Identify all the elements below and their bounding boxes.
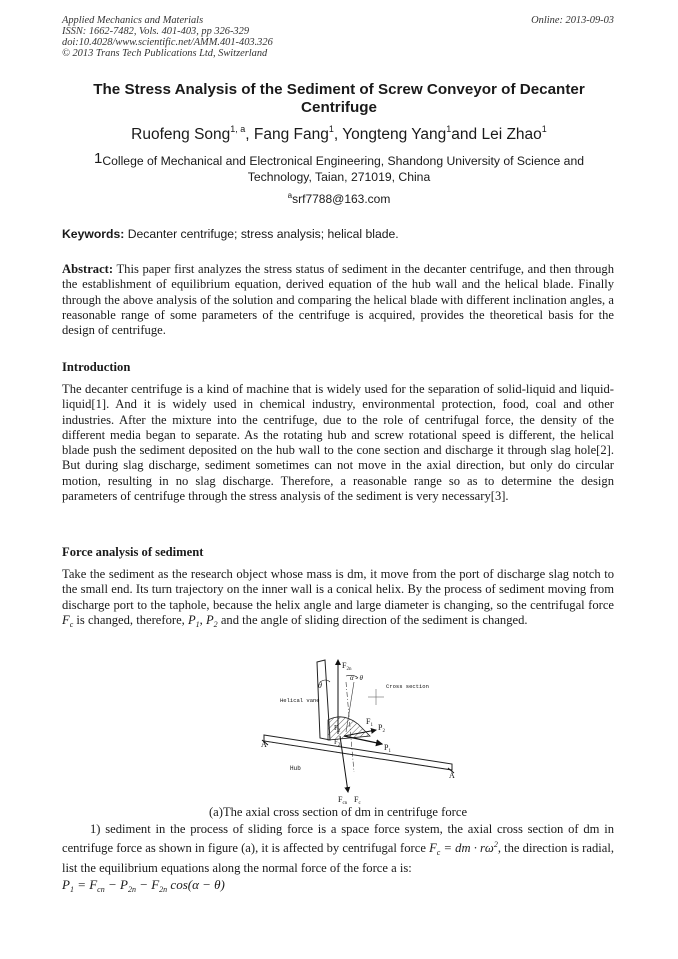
label-theta: θ xyxy=(318,681,322,690)
journal-name: Applied Mechanics and Materials xyxy=(62,15,204,26)
label-f2n: $F_{2n}$ xyxy=(342,661,352,672)
email xyxy=(62,191,616,206)
author-separator: , xyxy=(245,126,254,143)
item-1-text xyxy=(62,822,614,876)
label-alpha-theta: α - θ xyxy=(350,674,363,682)
eq-tail: cos(α − θ) xyxy=(167,877,225,892)
p2-letter: P xyxy=(205,612,214,627)
author-2: Fang Fang xyxy=(253,126,329,143)
abstract xyxy=(62,262,614,338)
eq-fc-exponent: 2 xyxy=(493,840,498,850)
fc-subscript: c xyxy=(69,619,74,629)
p1-symbol xyxy=(188,613,200,627)
eq-lhs: P xyxy=(62,877,70,892)
force-diagram xyxy=(258,652,458,807)
force-analysis-text xyxy=(62,567,614,632)
label-fcn: $F_{cn}$ xyxy=(338,795,348,806)
force-text-a: Take the sediment as the research object whose mass is dm, it move from the port of discharge slag notch to the small end. Its turn trajectory on the inner wall is a conical helix. By the process of sediment moving from discharge port to the taphole, because the helix angle and large diameter is changing, so the centrifugal force xyxy=(62,567,614,612)
introduction-heading: Introduction xyxy=(62,360,131,374)
email-address[interactable]: srf7788@163.com xyxy=(292,192,391,206)
title-line-2: Centrifuge xyxy=(301,99,377,116)
eq-t2-sub: 2n xyxy=(127,885,136,894)
eq-minus-2: − F xyxy=(135,877,160,892)
affiliation-text: College of Mechanical and Electronical Engineering, Shandong University of Science and Technology, Taian, 271019, China xyxy=(102,154,585,184)
symbol-comma: , xyxy=(199,612,206,627)
keywords xyxy=(62,227,399,241)
author-3-mark: 1 xyxy=(446,124,452,134)
eq-lhs-sub: 1 xyxy=(69,885,74,894)
author-1-mark: 1, a xyxy=(230,124,246,134)
eq-fc-subscript: c xyxy=(436,848,441,858)
eq-fc-letter: F xyxy=(429,841,437,856)
equilibrium-equation xyxy=(62,877,225,894)
item1-text-a: 1) sediment in the process of sliding force is a space force system, the axial cross section of dm in centrifuge force as shown in figure (a), it is affected by centrifugal force xyxy=(62,822,614,856)
journal-header xyxy=(62,15,273,59)
label-f2: $F_2$ xyxy=(334,724,341,734)
label-p1: $P_1$ xyxy=(384,743,391,754)
label-f2t: $F_{2t}$ xyxy=(334,738,342,748)
eq-t3-sub: 2n xyxy=(159,885,168,894)
item1-text-b: , the direction is radial, list the equilibrium equations along the normal force of the force a is: xyxy=(62,841,614,875)
label-f1: $F_1$ xyxy=(366,717,373,728)
eq-equals: = F xyxy=(73,877,98,892)
label-helical-vane: Helical vane xyxy=(280,697,320,704)
abstract-text: This paper first analyzes the stress status of sediment in the decanter centrifuge, and then through the establishment of equilibrium equation, derived equation of the hub wall and the helical blade. Finally through the above analysis of the solution and comparing the helical blade with different inclination angles, a reasonable range of some parameters of the centrifuge is acquired, provides the theoretical basis for the design of centrifuge. xyxy=(62,262,614,338)
figure-caption: (a)The axial cross section of dm in centrifuge force xyxy=(208,805,468,819)
keywords-label: Keywords: xyxy=(62,227,125,241)
p2-symbol xyxy=(206,613,218,627)
abstract-label: Abstract: xyxy=(62,262,114,276)
eq-fc-rhs: = dm · rω xyxy=(440,841,494,856)
label-hub: Hub xyxy=(290,765,301,772)
author-4-mark: 1 xyxy=(541,124,547,134)
paper-title xyxy=(62,81,616,117)
introduction-text: The decanter centrifuge is a kind of machine that is widely used for the separation of solid-liquid and liquid-liquid[1]. And it is widely used in chemical industry, environmental protection, food, coal and other industries. After the mixture into the centrifuge, due to the role of centrifugal force, the density of the different media began to separate. As the rotating hub and screw rotational speed is different, the helical blade push the sediment deposited on the hub wall to the cone section and discharge it through slag hole[2]. But during slag discharge, sediment sometimes can not move in the axial direction, but only do circular motion, resulting in no slag discharge. Therefore, a reasonable range so as to determine the design parameters of centrifuge through the stress analysis of the sediment is very necessary[3]. xyxy=(62,382,614,504)
label-fc: $F_c$ xyxy=(354,795,361,806)
fc-symbol xyxy=(62,613,73,627)
affiliation-mark: 1 xyxy=(93,150,103,167)
author-list xyxy=(62,124,616,144)
p1-letter: P xyxy=(187,612,196,627)
fc-equation xyxy=(429,840,498,858)
email-mark: a xyxy=(287,191,293,200)
author-and: and xyxy=(451,126,482,143)
online-date: Online: 2013-09-03 xyxy=(531,15,614,26)
author-1: Ruofeng Song xyxy=(131,126,231,143)
force-text-b: is changed, therefore, xyxy=(73,612,188,627)
keywords-text: Decanter centrifuge; stress analysis; helical blade. xyxy=(124,227,399,241)
title-line-1: The Stress Analysis of the Sediment of Screw Conveyor of Decanter xyxy=(93,81,585,98)
eq-minus-1: − P xyxy=(104,877,128,892)
author-2-mark: 1 xyxy=(328,124,334,134)
affiliation xyxy=(62,151,616,185)
author-separator: , xyxy=(333,126,343,143)
p2-subscript: 2 xyxy=(213,619,218,629)
author-4: Lei Zhao xyxy=(481,126,542,143)
issn-line: ISSN: 1662-7482, Vols. 401-403, pp 326-329 xyxy=(62,26,250,37)
label-a-left: A xyxy=(261,740,267,749)
copyright-line: © 2013 Trans Tech Publications Ltd, Switzerland xyxy=(62,48,268,59)
force-text-c: and the angle of sliding direction of the sediment is changed. xyxy=(217,612,528,627)
eq-t1-sub: cn xyxy=(97,885,105,894)
p1-subscript: 1 xyxy=(195,619,200,629)
label-a-right: A xyxy=(449,771,455,780)
doi-line[interactable]: doi:10.4028/www.scientific.net/AMM.401-403.326 xyxy=(62,37,273,48)
force-analysis-heading: Force analysis of sediment xyxy=(62,545,204,559)
label-cross-section: Cross section xyxy=(386,683,429,690)
p1-arrow xyxy=(344,736,382,744)
author-3: Yongteng Yang xyxy=(342,126,447,143)
fc-letter: F xyxy=(62,612,70,627)
label-p2: $P_2$ xyxy=(378,723,385,734)
